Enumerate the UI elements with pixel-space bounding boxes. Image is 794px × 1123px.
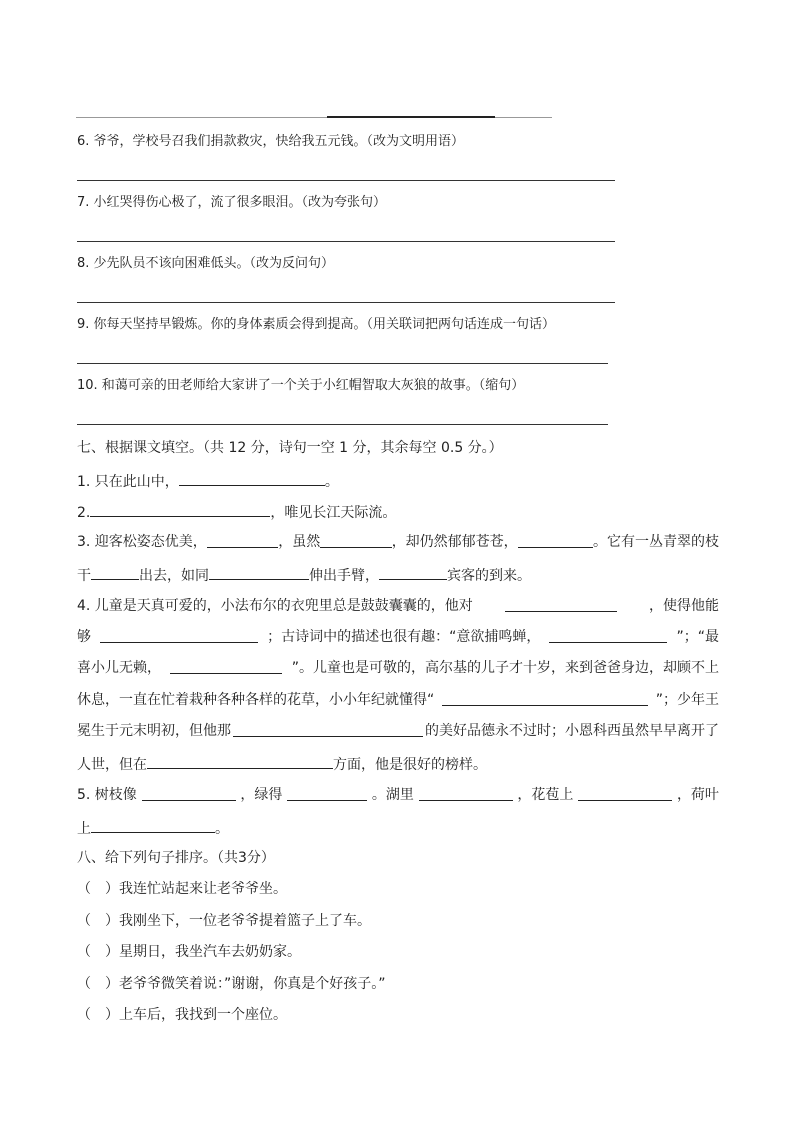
fill-item-3-line-2 bbox=[77, 564, 531, 586]
fill-text: 的美好品德永不过时；小恩科西虽然早早离开了 bbox=[425, 723, 719, 739]
fill-blank[interactable] bbox=[505, 596, 617, 612]
fill-text: ，唯见长江天际流。 bbox=[270, 505, 397, 521]
order-paren[interactable]: （ ） bbox=[77, 944, 119, 960]
fill-text: ，虽然 bbox=[278, 534, 321, 550]
fill-blank[interactable] bbox=[142, 785, 236, 801]
fill-text: ，花苞上 bbox=[517, 787, 574, 803]
ordering-sentence: 星期日，我坐汽车去奶奶家。 bbox=[119, 944, 301, 960]
fill-blank[interactable] bbox=[578, 785, 672, 801]
answer-line-8[interactable] bbox=[77, 302, 615, 303]
fill-blank[interactable] bbox=[209, 564, 309, 580]
ordering-sentence: 我刚坐下，一位老爷爷提着篮子上了车。 bbox=[119, 913, 371, 929]
fill-item-4-line-5 bbox=[77, 721, 719, 741]
fill-text: 上 bbox=[77, 821, 91, 837]
fill-text: ，绿得 bbox=[240, 787, 283, 803]
question-8: 8. 少先队员不该向困难低头。（改为反问句） bbox=[77, 256, 335, 271]
fill-item-4-line-4 bbox=[77, 690, 719, 710]
fill-text: 干 bbox=[77, 568, 91, 584]
fill-text: ；古诗词中的描述也很有趣：“意欲捕鸣蝉， bbox=[267, 629, 541, 645]
fill-text: 喜小儿无赖， bbox=[77, 660, 161, 676]
fill-blank[interactable] bbox=[90, 501, 270, 517]
fill-text: ”；少年王 bbox=[655, 692, 719, 708]
ordering-item bbox=[77, 879, 287, 899]
fill-text: ，荷叶 bbox=[676, 787, 719, 803]
fill-text: 。湖里 bbox=[371, 787, 414, 803]
question-9: 9. 你每天坚持早锻炼。你的身体素质会得到提高。（用关联词把两句话连成一句话） bbox=[77, 317, 556, 332]
section-7-title: 七、根据课文填空。（共 12 分，诗句一空 1 分，其余每空 0.5 分。） bbox=[77, 440, 503, 456]
fill-text: 5. 树枝像 bbox=[77, 787, 137, 803]
ordering-item bbox=[77, 942, 301, 962]
fill-text: 出去，如同 bbox=[139, 568, 209, 584]
fill-text: 方面，他是很好的榜样。 bbox=[333, 757, 487, 773]
question-7: 7. 小红哭得伤心极了，流了很多眼泪。（改为夸张句） bbox=[77, 195, 387, 210]
fill-blank[interactable] bbox=[91, 817, 215, 833]
ordering-sentence: 上车后，我找到一个座位。 bbox=[119, 1007, 287, 1023]
fill-text: 。它有一丛青翠的枝 bbox=[592, 534, 719, 550]
answer-line-10[interactable] bbox=[77, 424, 608, 425]
fill-blank[interactable] bbox=[379, 564, 447, 580]
order-paren[interactable]: （ ） bbox=[77, 913, 119, 929]
fill-text: 3. 迎客松姿态优美， bbox=[77, 534, 207, 550]
fill-blank[interactable] bbox=[100, 627, 258, 643]
answer-line-7[interactable] bbox=[77, 241, 615, 242]
fill-text: ，却仍然郁郁苍苍， bbox=[391, 534, 518, 550]
ordering-item bbox=[77, 911, 371, 931]
fill-item-4-line-3 bbox=[77, 658, 719, 678]
answer-line-6[interactable] bbox=[77, 180, 615, 181]
ordering-sentence: 老爷爷微笑着说：”谢谢，你真是个好孩子。” bbox=[119, 976, 386, 992]
fill-item-2 bbox=[77, 501, 396, 523]
ordering-item bbox=[77, 974, 386, 994]
fill-text: 。 bbox=[215, 821, 229, 837]
fill-blank[interactable] bbox=[233, 721, 423, 737]
fill-blank[interactable] bbox=[320, 532, 391, 548]
fill-item-4-line-1 bbox=[77, 596, 719, 616]
fill-blank[interactable] bbox=[419, 785, 513, 801]
fill-text: 2. bbox=[77, 505, 91, 521]
fill-blank[interactable] bbox=[207, 532, 278, 548]
fill-text: 宾客的到来。 bbox=[447, 568, 531, 584]
fill-blank[interactable] bbox=[170, 658, 282, 674]
fill-text: 够 bbox=[77, 629, 91, 645]
fill-text: ”。儿童也是可敬的，高尔基的儿子才十岁，来到爸爸身边，却顾不上 bbox=[291, 660, 719, 676]
fill-item-5-line-1 bbox=[77, 785, 719, 805]
order-paren[interactable]: （ ） bbox=[77, 1007, 119, 1023]
fill-blank[interactable] bbox=[442, 690, 648, 706]
fill-item-4-line-2 bbox=[77, 627, 719, 647]
fill-text: ”；“最 bbox=[676, 629, 719, 645]
fill-text: 伸出手臂， bbox=[309, 568, 379, 584]
header-rule-bold bbox=[327, 116, 495, 118]
fill-blank[interactable] bbox=[91, 564, 139, 580]
fill-blank[interactable] bbox=[147, 753, 333, 769]
fill-item-5-line-2 bbox=[77, 817, 229, 839]
fill-text: 人世，但在 bbox=[77, 757, 147, 773]
fill-text: 4. 儿童是天真可爱的，小法布尔的衣兜里总是鼓鼓囊囊的，他对 bbox=[77, 598, 473, 614]
order-paren[interactable]: （ ） bbox=[77, 976, 119, 992]
fill-blank[interactable] bbox=[549, 627, 667, 643]
fill-text: 冕生于元末明初，但他那 bbox=[77, 723, 231, 739]
fill-text: 。 bbox=[324, 474, 339, 490]
fill-blank[interactable] bbox=[179, 470, 325, 486]
question-6: 6. 爷爷，学校号召我们捐款救灾，快给我五元钱。（改为文明用语） bbox=[77, 134, 465, 149]
fill-item-3-line-1 bbox=[77, 532, 719, 552]
fill-text: ，使得他能 bbox=[649, 598, 719, 614]
fill-item-4-line-6 bbox=[77, 753, 487, 775]
order-paren[interactable]: （ ） bbox=[77, 881, 119, 897]
fill-blank[interactable] bbox=[518, 532, 593, 548]
question-10: 10. 和蔼可亲的田老师给大家讲了一个关于小红帽智取大灰狼的故事。（缩句） bbox=[77, 378, 525, 393]
fill-text: 休息，一直在忙着栽种各种各样的花草，小小年纪就懂得“ bbox=[77, 692, 435, 708]
fill-blank[interactable] bbox=[287, 785, 367, 801]
ordering-sentence: 我连忙站起来让老爷爷坐。 bbox=[119, 881, 287, 897]
answer-line-9[interactable] bbox=[77, 363, 608, 364]
fill-text: 1. 只在此山中， bbox=[77, 474, 179, 490]
section-8-title: 八、给下列句子排序。（共3分） bbox=[77, 850, 275, 866]
fill-item-1 bbox=[77, 470, 339, 492]
ordering-item bbox=[77, 1005, 287, 1025]
